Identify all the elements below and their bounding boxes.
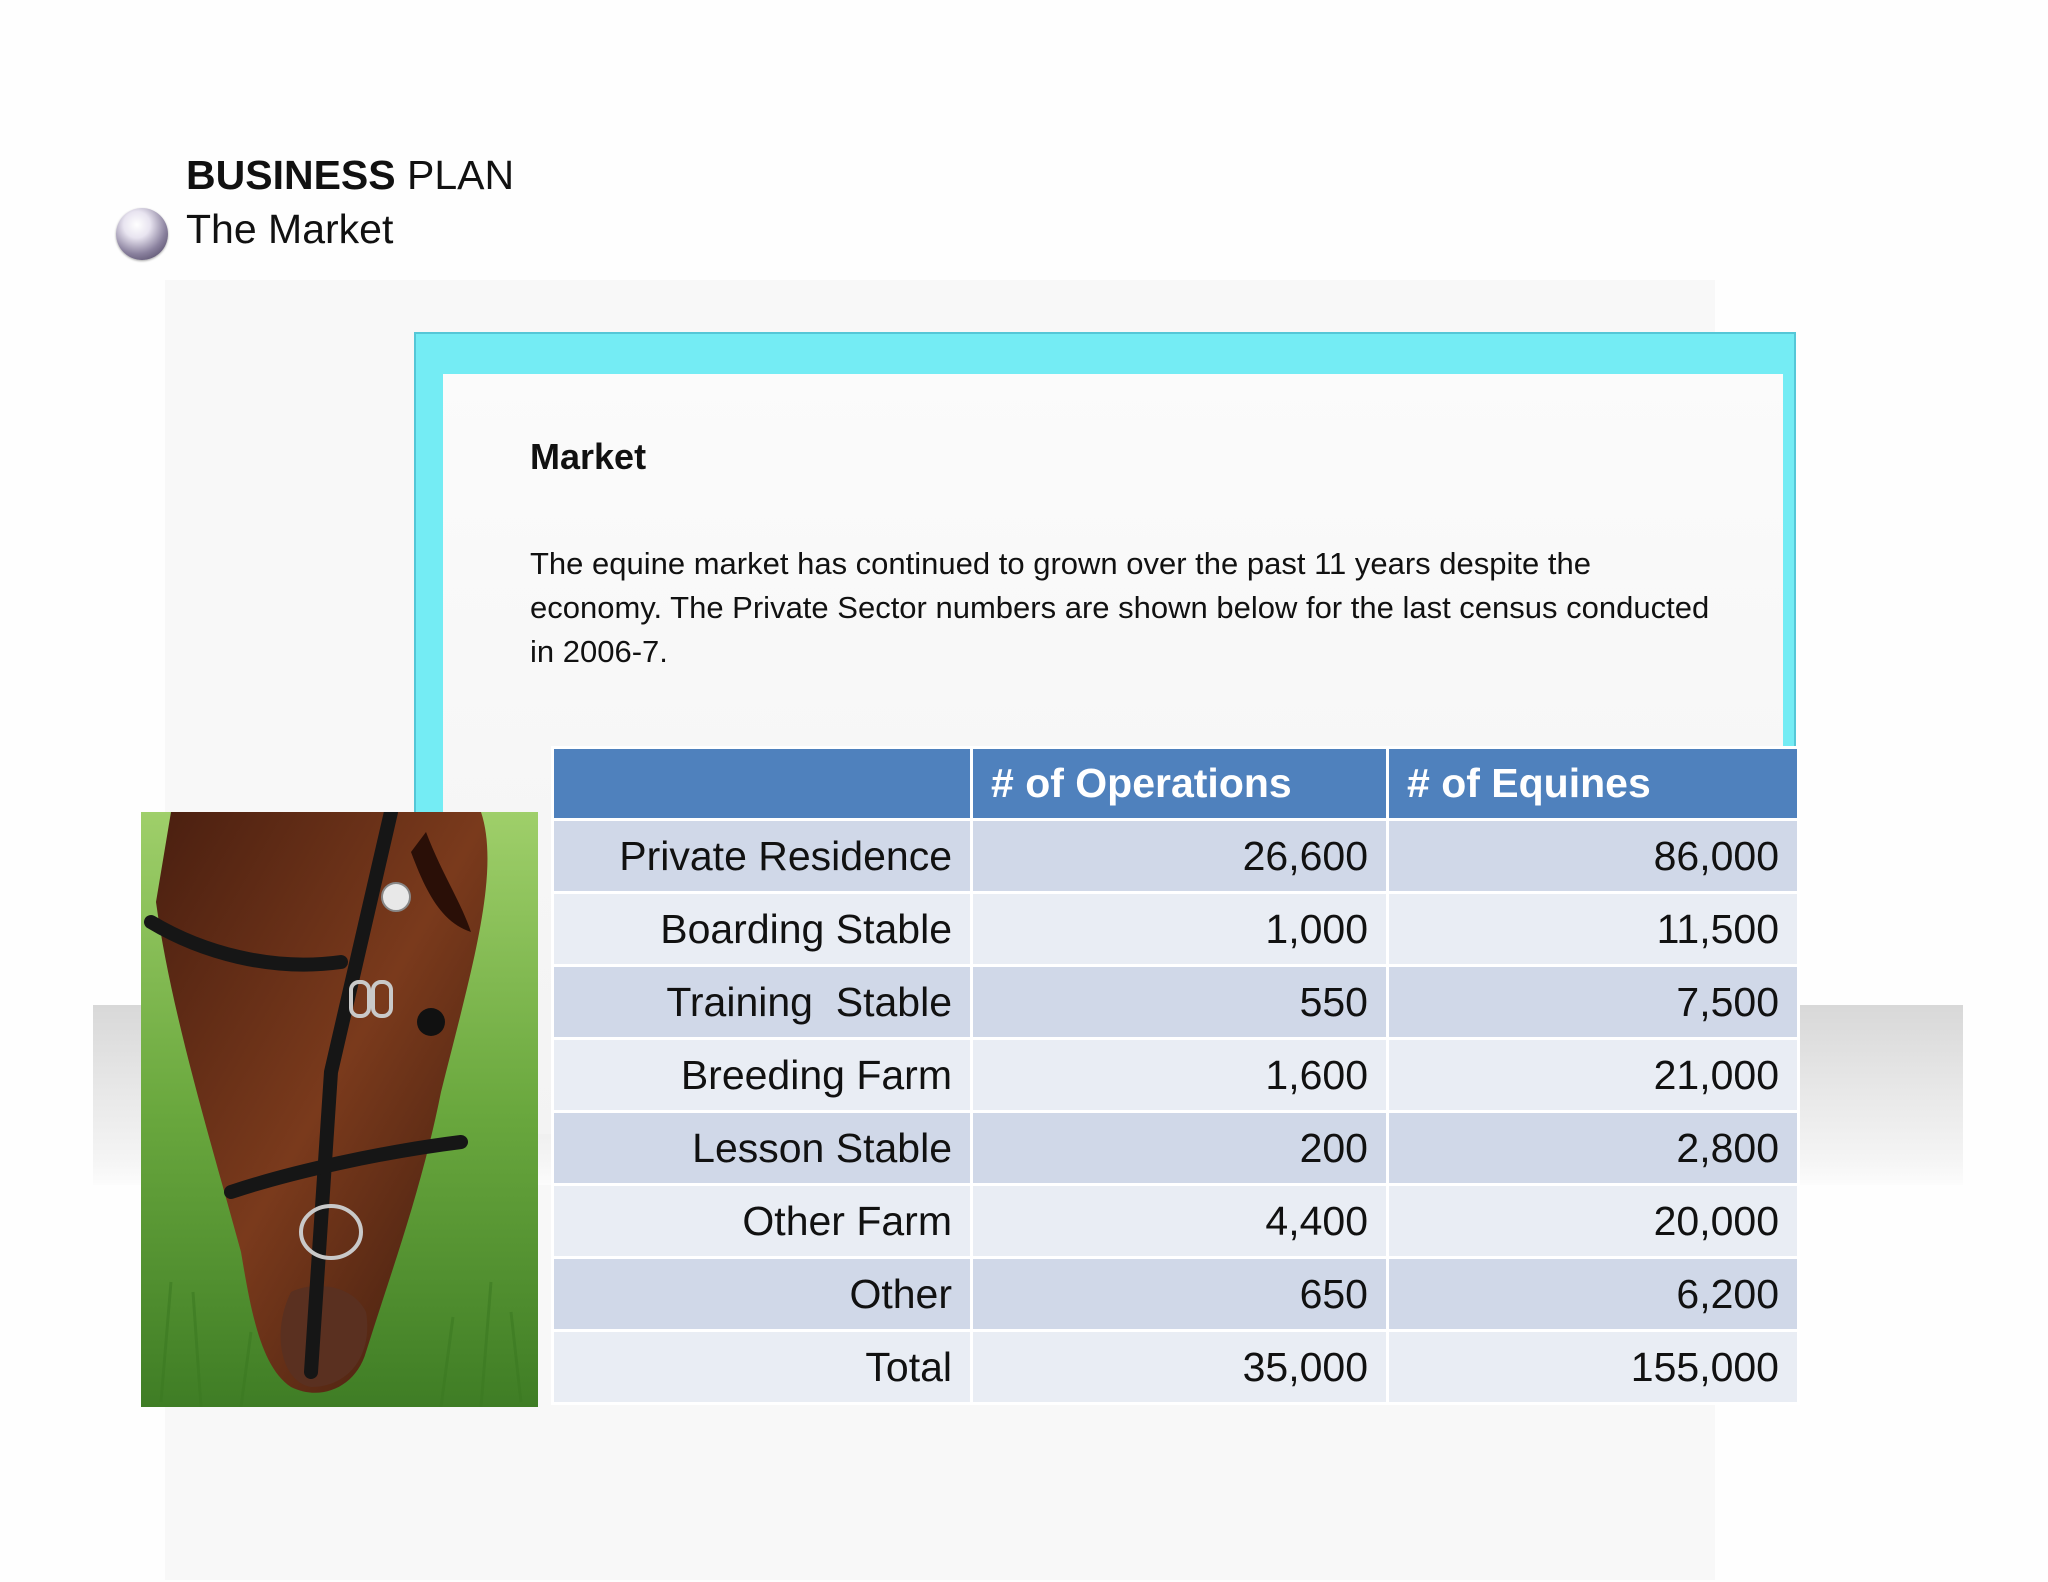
slide-title [186, 148, 514, 202]
table-header-cell: # of Equines [1388, 748, 1799, 820]
table-header-cell: # of Operations [972, 748, 1388, 820]
table-cell: 6,200 [1388, 1258, 1799, 1331]
orb-bullet-icon [116, 208, 168, 260]
horse-photo-drawing [141, 812, 538, 1407]
market-table [551, 746, 1800, 1405]
table-cell: 1,000 [972, 893, 1388, 966]
table-cell: 2,800 [1388, 1112, 1799, 1185]
table-cell: 11,500 [1388, 893, 1799, 966]
table-cell: Training Stable [553, 966, 972, 1039]
table-cell: Breeding Farm [553, 1039, 972, 1112]
table-row [553, 1112, 1799, 1185]
card-body-text: The equine market has continued to grown over the past 11 years despite the economy. The Private Sector numbers are shown below for the last census conducted in 2006-7. [530, 546, 1710, 669]
slide-header [186, 148, 514, 256]
table-cell: Total [553, 1331, 972, 1404]
table-cell: 200 [972, 1112, 1388, 1185]
table-cell: 7,500 [1388, 966, 1799, 1039]
horse-grazing-photo [141, 812, 538, 1407]
slide-title-rest: PLAN [407, 152, 515, 198]
table-cell: 650 [972, 1258, 1388, 1331]
table-cell: 155,000 [1388, 1331, 1799, 1404]
table-header-row [553, 748, 1799, 820]
slide-subtitle: The Market [186, 206, 394, 252]
table-row [553, 893, 1799, 966]
table-cell: 4,400 [972, 1185, 1388, 1258]
table-cell: Other [553, 1258, 972, 1331]
table-row [553, 1039, 1799, 1112]
table-cell: Other Farm [553, 1185, 972, 1258]
table-cell: Boarding Stable [553, 893, 972, 966]
table-cell: 20,000 [1388, 1185, 1799, 1258]
slide-title-bold: BUSINESS [186, 152, 396, 198]
table-cell: Lesson Stable [553, 1112, 972, 1185]
table-cell: 550 [972, 966, 1388, 1039]
table-row [553, 1258, 1799, 1331]
table-cell: 35,000 [972, 1331, 1388, 1404]
table-row [553, 1185, 1799, 1258]
table-row [553, 820, 1799, 893]
table-row-total [553, 1331, 1799, 1404]
table-cell: 26,600 [972, 820, 1388, 893]
table-cell: 86,000 [1388, 820, 1799, 893]
table-cell: 21,000 [1388, 1039, 1799, 1112]
table-cell: 1,600 [972, 1039, 1388, 1112]
table-header-cell [553, 748, 972, 820]
card-heading: Market [530, 436, 647, 477]
table-row [553, 966, 1799, 1039]
table-cell: Private Residence [553, 820, 972, 893]
